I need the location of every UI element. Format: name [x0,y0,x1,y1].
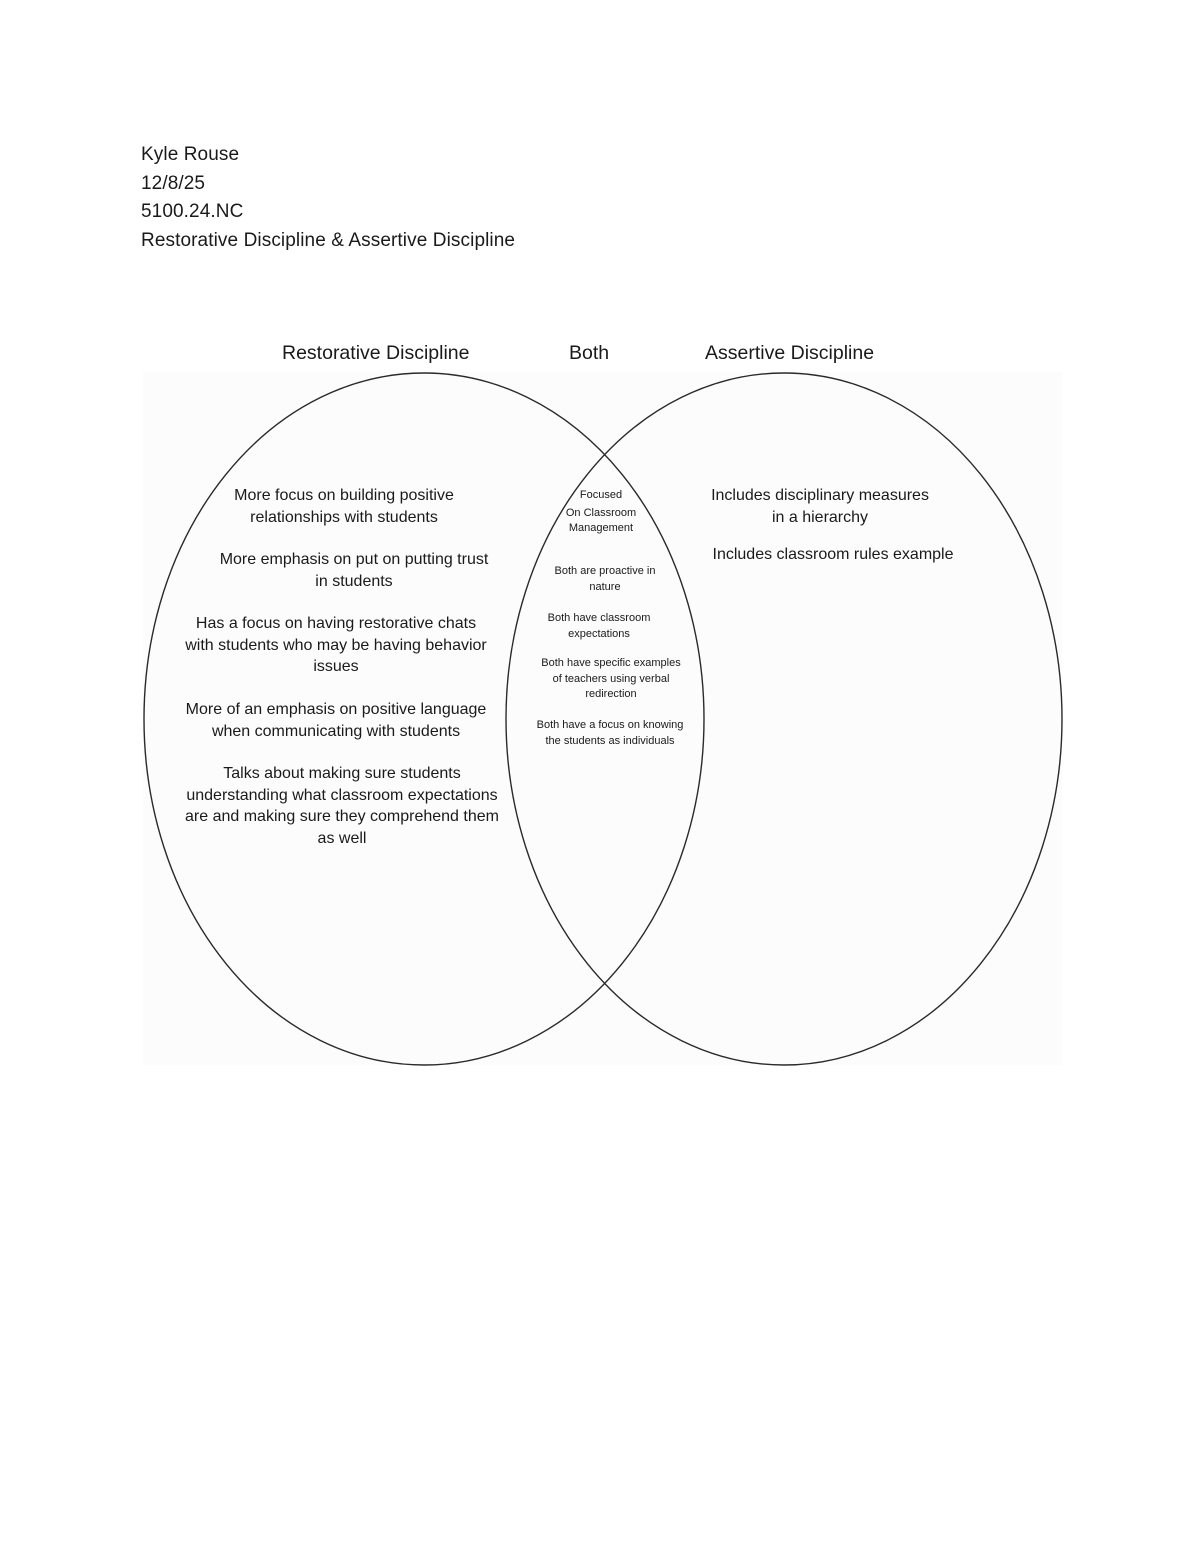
assertive-item: Includes classroom rules example [712,546,954,563]
label-both: Both [569,342,610,364]
course-code: 5100.24.NC [141,201,244,223]
restorative-item: More focus on building positive relationships with students [234,487,454,526]
restorative-item: More emphasis on put on putting trust in students [219,551,489,590]
both-item: Both have classroom expectations [547,612,651,640]
document-date: 12/8/25 [141,172,206,194]
author-name: Kyle Rouse [141,144,240,165]
label-assertive: Assertive Discipline [705,342,875,364]
both-item: Both have a focus on knowing the students as individuals [536,719,684,747]
document-title: Restorative Discipline & Assertive Discipline [141,229,516,251]
restorative-item: Talks about making sure students understanding what classroom expectations are and making sure they comprehend them as well [185,765,499,847]
label-restorative: Restorative Discipline [282,342,470,364]
both-item: Both are proactive in nature [554,565,656,593]
restorative-item: More of an emphasis on positive language when communicating with students [185,701,487,740]
restorative-item: Has a focus on having restorative chats with students who may be having behavior issues [185,615,487,675]
both-item: Both have specific examples of teachers using verbal redirection [541,657,681,700]
assertive-item: Includes disciplinary measures in a hierarchy [711,487,929,526]
both-item: Focused On Classroom Management [565,489,637,534]
